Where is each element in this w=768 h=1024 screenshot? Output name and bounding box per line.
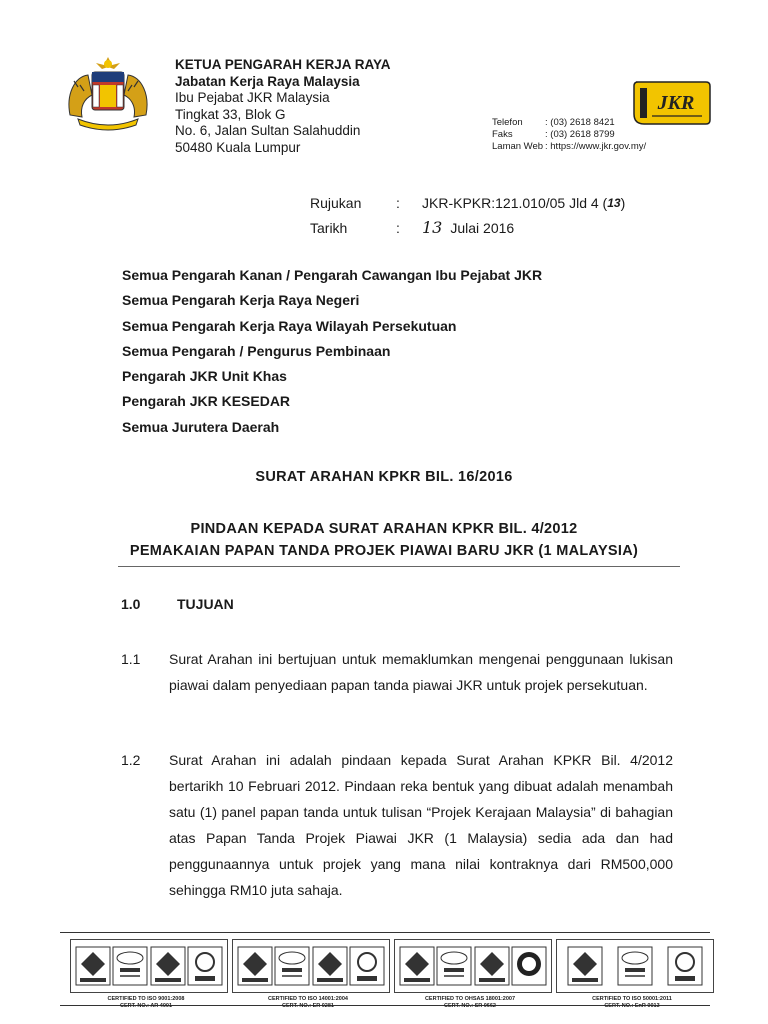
cert-standard: CERTIFIED TO OHSAS 18001:2007 [424, 996, 516, 1002]
certification-group [394, 939, 552, 1009]
cert-number: CERT. NO.: SR 0662 [444, 1002, 496, 1009]
letterhead-floor: Tingkat 33, Blok G [175, 106, 286, 122]
environmental-system-badge-icon [237, 946, 273, 986]
recipient-item: Semua Jurutera Daerah [122, 418, 280, 435]
jkr-logo-text: JKR [657, 92, 695, 114]
cert-caption [395, 996, 545, 1009]
date-row [310, 215, 625, 240]
sirim-badge-icon [112, 946, 148, 986]
cert-number: CERT. NO.: ER 0281 [282, 1002, 334, 1009]
rujukan-handwritten-number: 13 [607, 195, 621, 210]
certification-group [232, 939, 390, 1009]
contact-value: : (03) 2618 8799 [545, 129, 615, 141]
environmental-system-badge-icon [312, 946, 348, 986]
contact-label: Telefon [492, 117, 523, 128]
cert-standard: CERTIFIED TO ISO 50001:2011 [592, 996, 672, 1002]
document-title: SURAT ARAHAN KPKR BIL. 16/2016 [255, 469, 513, 485]
document-subtitle [0, 518, 768, 562]
rujukan-value: JKR-KPKR:121.010/05 Jld 4 ( [422, 194, 608, 211]
title-divider [118, 566, 680, 567]
contact-row-web [492, 141, 646, 153]
recipient-item: Semua Pengarah / Pengurus Pembinaan [122, 342, 391, 359]
colon: : [396, 219, 400, 236]
colon: : [396, 194, 400, 211]
accreditation-badge-icon [349, 946, 385, 986]
cert-caption [557, 996, 707, 1009]
paragraph [121, 646, 673, 698]
section-heading [121, 596, 234, 612]
subtitle-line-1: PINDAAN KEPADA SURAT ARAHAN KPKR BIL. 4/2012 [190, 521, 578, 537]
sirim-badge-icon [436, 946, 472, 986]
accreditation-badge-icon [187, 946, 223, 986]
contact-label: Laman Web [492, 141, 544, 153]
recipient-item: Pengarah JKR KESEDAR [122, 393, 291, 410]
tarikh-value: Julai 2016 [450, 219, 515, 236]
recipient-item: Semua Pengarah Kerja Raya Negeri [122, 292, 360, 309]
ohsas-system-badge-icon [474, 946, 510, 986]
contact-label: Faks [492, 129, 513, 141]
cert-standard: CERTIFIED TO ISO 9001:2008 [107, 996, 185, 1002]
recipient-item: Semua Pengarah Kanan / Pengarah Cawangan Ibu Pejabat JKR [122, 267, 543, 283]
reference-block [310, 190, 625, 240]
recipient-item: Semua Pengarah Kerja Raya Wilayah Persekutuan [122, 317, 457, 334]
certification-footer [60, 932, 710, 1009]
letterhead-title: KETUA PENGARAH KERJA RAYA [175, 57, 391, 72]
paragraph-text: Surat Arahan ini adalah pindaan kepada Surat Arahan KPKR Bil. 4/2012 bertarikh 10 Februari 2012. Pindaan reka bentuk yang dibuat adalah menambah satu (1) panel papan tanda untuk tulisan “Projek Kerajaan Malaysia” di bahagian atas Papan Tanda Projek Piawai JKR (1 Malaysia) sedia ada dan had penggunaannya untuk projek yang mana nilai kontraknya dari RM500,000 sehingga RM10 juta sahaja. [169, 752, 673, 898]
rujukan-close: ) [620, 194, 626, 211]
contact-value: : https://www.jkr.gov.my/ [545, 141, 647, 153]
rujukan-label: Rujukan [310, 194, 362, 211]
contact-row-fax [492, 129, 646, 141]
tarikh-handwritten-day: 13 [422, 218, 443, 237]
letterhead-contact [492, 117, 646, 154]
paragraph-number: 1.1 [121, 651, 141, 667]
section-title: TUJUAN [177, 596, 234, 612]
jkr-logo-icon [630, 78, 712, 128]
recipient-list [122, 263, 542, 440]
contact-value: : (03) 2618 8421 [545, 117, 615, 128]
accreditation-badge-icon [667, 946, 703, 986]
cert-caption [233, 996, 383, 1009]
quality-system-badge-icon [150, 946, 186, 986]
cert-caption [71, 996, 221, 1009]
reference-row [310, 190, 625, 215]
paragraph-number: 1.2 [121, 752, 141, 768]
recipient-item: Pengarah JKR Unit Khas [122, 368, 287, 385]
subtitle-line-2: PEMAKAIAN PAPAN TANDA PROJEK PIAWAI BARU JKR (1 MALAYSIA) [129, 543, 639, 559]
cert-number: CERT. NO.: EnR 0013 [604, 1002, 660, 1009]
iqnet-badge-icon [511, 946, 547, 986]
certification-group [70, 939, 228, 1009]
malaysia-coat-of-arms-icon [60, 55, 156, 133]
energy-management-badge-icon [567, 946, 603, 986]
tarikh-label: Tarikh [310, 219, 348, 236]
ohsas-system-badge-icon [399, 946, 435, 986]
certification-group [556, 939, 714, 1009]
cert-standard: CERTIFIED TO ISO 14001:2004 [268, 996, 348, 1002]
letterhead-street: No. 6, Jalan Sultan Salahuddin [175, 123, 361, 139]
contact-row-phone [492, 117, 646, 129]
quality-system-badge-icon [75, 946, 111, 986]
letterhead-office: Ibu Pejabat JKR Malaysia [175, 90, 330, 106]
letterhead-address [175, 57, 391, 157]
letterhead-city: 50480 Kuala Lumpur [175, 139, 301, 155]
sirim-badge-icon [274, 946, 310, 986]
section-number: 1.0 [121, 596, 141, 612]
paragraph [121, 747, 673, 903]
letterhead-department: Jabatan Kerja Raya Malaysia [175, 73, 360, 89]
paragraph-text: Surat Arahan ini bertujuan untuk memaklumkan mengenai penggunaan lukisan piawai dalam penyediaan papan tanda piawai JKR untuk projek persekutuan. [169, 651, 673, 693]
cert-number: CERT. NO.: AR 4001 [119, 1002, 173, 1009]
sirim-badge-icon [617, 946, 653, 986]
